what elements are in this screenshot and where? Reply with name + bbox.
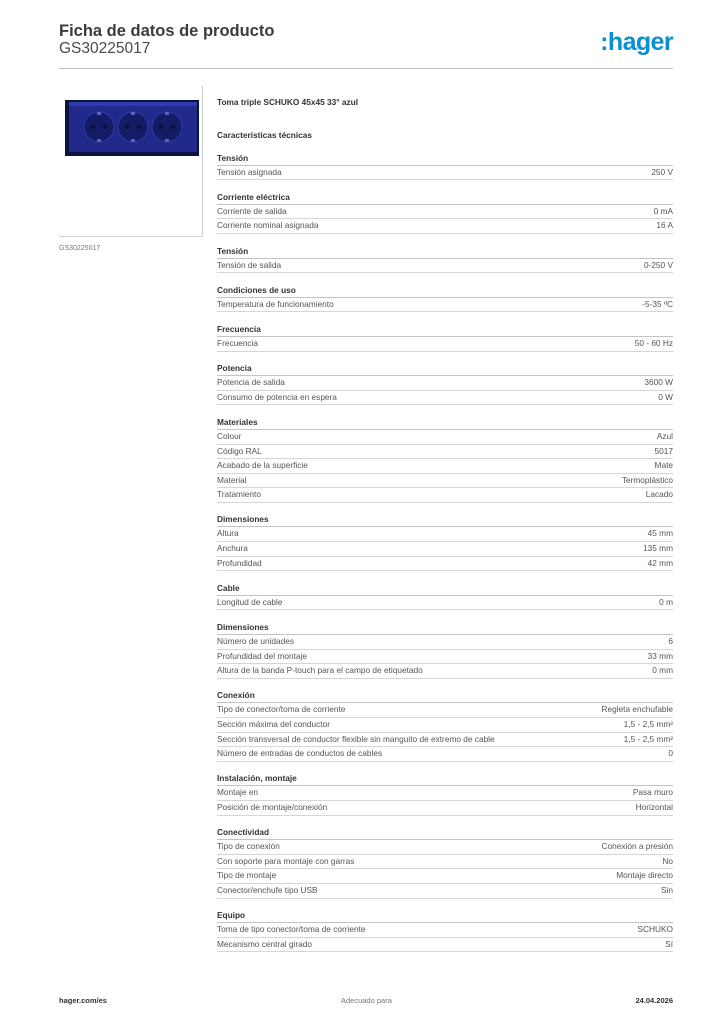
spec-value: 0	[668, 748, 673, 759]
spec-label: Toma de tipo conector/toma de corriente	[217, 924, 366, 935]
spec-label: Profundidad del montaje	[217, 650, 307, 661]
section-title: Frecuencia	[217, 324, 673, 337]
spec-content	[217, 96, 673, 952]
section-title: Materiales	[217, 417, 673, 430]
spec-section	[217, 192, 673, 234]
spec-label: Material	[217, 474, 247, 485]
spec-row	[217, 747, 673, 762]
spec-label: Número de entradas de conductos de cables	[217, 748, 383, 759]
spec-row	[217, 488, 673, 503]
section-title: Cable	[217, 583, 673, 596]
hager-logo: :hager	[600, 28, 673, 56]
spec-section	[217, 153, 673, 181]
spec-row	[217, 166, 673, 181]
product-image	[59, 86, 203, 237]
spec-value: 0 mm	[652, 665, 673, 676]
section-title: Equipo	[217, 910, 673, 923]
spec-value: Mate	[654, 460, 673, 471]
spec-value: Conexión a presión	[601, 841, 673, 852]
spec-label: Corriente de salida	[217, 205, 287, 216]
spec-section	[217, 690, 673, 761]
spec-row	[217, 459, 673, 474]
spec-value: Pasa muro	[632, 787, 673, 798]
spec-value: 45 mm	[647, 528, 673, 539]
spec-value: 1,5 - 2,5 mm²	[623, 733, 673, 744]
spec-label: Tensión de salida	[217, 259, 282, 270]
spec-label: Longitud de cable	[217, 596, 283, 607]
spec-label: Conector/enchufe tipo USB	[217, 884, 318, 895]
spec-row	[217, 635, 673, 650]
spec-value: SCHUKO	[637, 924, 673, 935]
spec-value: 0-250 V	[643, 259, 673, 270]
spec-row	[217, 337, 673, 352]
spec-row	[217, 596, 673, 611]
spec-row	[217, 884, 673, 899]
characteristics-heading: Características técnicas	[217, 130, 313, 140]
spec-label: Tensión asignada	[217, 166, 282, 177]
spec-value: 0 m	[659, 596, 673, 607]
spec-row	[217, 786, 673, 801]
section-title: Dimensiones	[217, 622, 673, 635]
spec-value: 1,5 - 2,5 mm²	[623, 719, 673, 729]
footer-note: Adecuado para	[341, 996, 392, 1005]
spec-section	[217, 514, 673, 571]
spec-section	[217, 417, 673, 503]
spec-label: Tipo de conector/toma de corriente	[217, 704, 346, 715]
product-code: GS30225017	[59, 40, 151, 57]
spec-row	[217, 219, 673, 234]
spec-label: Altura de la banda P-touch para el campo de etiquetado	[217, 665, 423, 676]
spec-value: Sin	[661, 884, 673, 895]
spec-label: Mecanismo central girado	[217, 938, 312, 949]
spec-value: 0 W	[658, 391, 673, 402]
spec-value: Sí	[665, 938, 673, 949]
page-header	[59, 22, 673, 69]
spec-row	[217, 923, 673, 938]
product-name: Toma triple SCHUKO 45x45 33° azul	[217, 97, 359, 107]
spec-value: Regleta enchufable	[601, 704, 673, 715]
spec-label: Tipo de conexión	[217, 841, 280, 852]
spec-sections	[217, 153, 673, 953]
spec-row	[217, 869, 673, 884]
spec-section	[217, 773, 673, 815]
spec-value: 42 mm	[647, 557, 673, 568]
spec-value: 3600 W	[644, 377, 673, 388]
spec-row	[217, 298, 673, 313]
spec-section	[217, 285, 673, 313]
spec-section	[217, 246, 673, 274]
spec-value: 135 mm	[643, 543, 673, 554]
spec-section	[217, 622, 673, 679]
spec-row	[217, 445, 673, 460]
spec-section	[217, 827, 673, 898]
section-title: Corriente eléctrica	[217, 192, 673, 205]
spec-row	[217, 650, 673, 665]
spec-section	[217, 583, 673, 611]
spec-value: Horizontal	[635, 801, 673, 812]
spec-row	[217, 259, 673, 274]
section-title: Instalación, montaje	[217, 773, 673, 786]
spec-value: 6	[668, 636, 673, 647]
spec-value: Azul	[656, 430, 673, 441]
page-title: Ficha de datos de producto	[59, 22, 275, 40]
spec-value: 50 - 60 Hz	[634, 337, 673, 348]
spec-label: Temperatura de funcionamiento	[217, 298, 334, 309]
image-caption: GS30225017	[59, 245, 101, 252]
spec-value: 250 V	[651, 166, 673, 177]
socket-illustration	[59, 94, 202, 164]
section-title: Dimensiones	[217, 514, 673, 527]
spec-label: Sección transversal de conductor flexible sin manguito de extremo de cable	[217, 733, 495, 744]
spec-label: Colour	[217, 430, 242, 441]
spec-section	[217, 324, 673, 352]
spec-row	[217, 801, 673, 816]
spec-row	[217, 718, 673, 733]
section-title: Conexión	[217, 690, 673, 703]
spec-row	[217, 205, 673, 220]
spec-row	[217, 474, 673, 489]
spec-label: Potencia de salida	[217, 377, 285, 388]
spec-row	[217, 557, 673, 572]
section-title: Tensión	[217, 153, 673, 166]
spec-label: Consumo de potencia en espera	[217, 391, 337, 402]
spec-value: Lacado	[645, 489, 673, 500]
spec-value: 33 mm	[647, 650, 673, 661]
spec-value: Termoplástico	[621, 474, 673, 485]
spec-label: Número de unidades	[217, 636, 295, 647]
spec-row	[217, 430, 673, 445]
spec-label: Montaje en	[217, 787, 259, 798]
spec-row	[217, 855, 673, 870]
spec-label: Corriente nominal asignada	[217, 220, 319, 231]
spec-row	[217, 938, 673, 953]
footer-website[interactable]: hager.com/es	[59, 996, 107, 1005]
spec-row	[217, 527, 673, 542]
spec-label: Tipo de montaje	[217, 870, 277, 881]
spec-label: Tratamiento	[217, 489, 261, 500]
spec-label: Con soporte para montaje con garras	[217, 855, 355, 866]
section-title: Potencia	[217, 363, 673, 376]
spec-label: Frecuencia	[217, 337, 259, 348]
spec-row	[217, 703, 673, 718]
spec-value: Montaje directo	[616, 870, 673, 881]
spec-value: 0 mA	[653, 205, 673, 216]
spec-row	[217, 733, 673, 748]
spec-value: -5-35 ºC	[642, 298, 673, 309]
spec-section	[217, 363, 673, 405]
section-title: Condiciones de uso	[217, 285, 673, 298]
spec-label: Profundidad	[217, 557, 262, 568]
spec-label: Anchura	[217, 543, 248, 554]
footer-date: 24.04.2026	[635, 996, 673, 1005]
spec-row	[217, 376, 673, 391]
spec-label: Acabado de la superficie	[217, 460, 308, 471]
spec-section	[217, 910, 673, 952]
spec-row	[217, 664, 673, 679]
spec-label: Sección máxima del conductor	[217, 719, 330, 729]
section-title: Tensión	[217, 246, 673, 259]
spec-label: Altura	[217, 528, 239, 539]
spec-value: 16 A	[656, 220, 673, 231]
spec-row	[217, 542, 673, 557]
spec-value: 5017	[654, 445, 673, 456]
spec-row	[217, 391, 673, 406]
spec-label: Posición de montaje/conexión	[217, 801, 328, 812]
section-title: Conectividad	[217, 827, 673, 840]
spec-label: Código RAL	[217, 445, 262, 456]
spec-row	[217, 840, 673, 855]
spec-value: No	[662, 855, 673, 866]
